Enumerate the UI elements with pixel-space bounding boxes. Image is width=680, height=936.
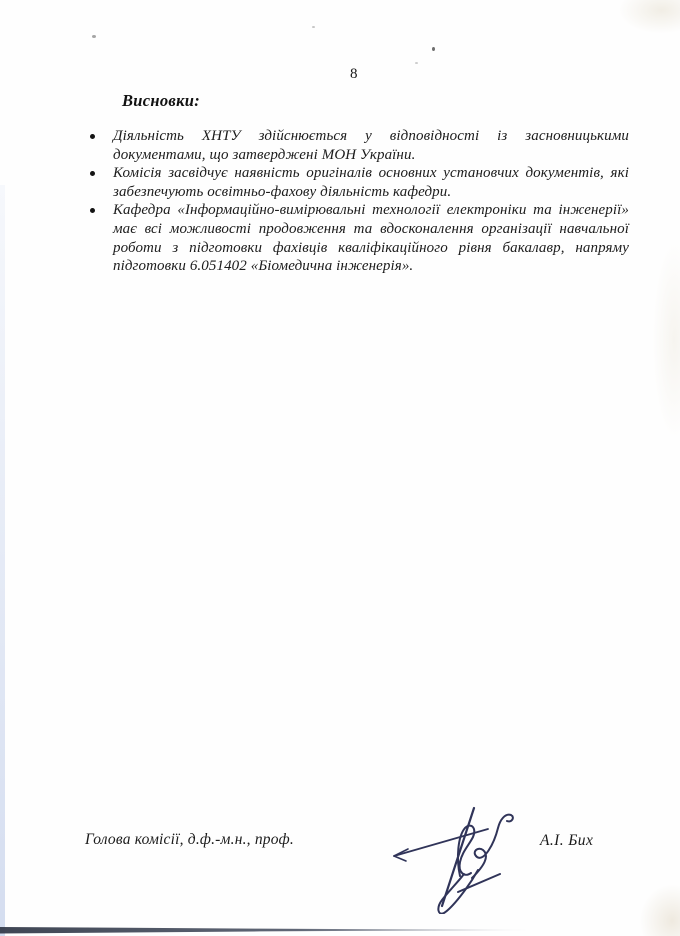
handwritten-signature-icon (372, 782, 517, 914)
bullet-icon (90, 134, 95, 139)
scan-smudge (618, 0, 680, 34)
bullet-text: Комісія засвідчує наявність оригіналів основних установчих документів, які забезпечують освітньо-фахову діяльність кафедри. (113, 165, 629, 200)
scan-speck (92, 35, 96, 38)
bullet-icon (90, 208, 95, 213)
list-item (88, 164, 629, 201)
scan-edge-artifact-bottom (0, 924, 545, 936)
scan-smudge (652, 240, 680, 440)
scan-smudge (640, 885, 680, 936)
bullet-text: Діяльність ХНТУ здійснюється у відповідності із засновницькими документами, що затверджені МОН України. (113, 128, 629, 163)
scan-edge-artifact-left (0, 185, 5, 936)
list-item (88, 201, 629, 275)
signer-title: Голова комісії, д.ф.-м.н., проф. (85, 831, 294, 848)
scan-speck (432, 47, 435, 51)
bullet-icon (90, 171, 95, 176)
list-item (88, 127, 629, 164)
page-number: 8 (350, 66, 358, 82)
conclusions-bullet-list (88, 127, 629, 276)
scan-speck (415, 62, 418, 64)
conclusions-heading: Висновки: (122, 91, 201, 110)
scan-speck (312, 26, 315, 28)
bullet-text: Кафедра «Інформаційно-вимірювальні технології електроніки та інженерії» має всі можливості продовження та вдосконалення організації навчальної роботи з підготовки фахівців кваліфікаційного рівня бакалавр, напряму підготовки 6.051402 «Біомедична інженерія». (113, 202, 629, 275)
signer-name: А.І. Бих (540, 832, 594, 849)
